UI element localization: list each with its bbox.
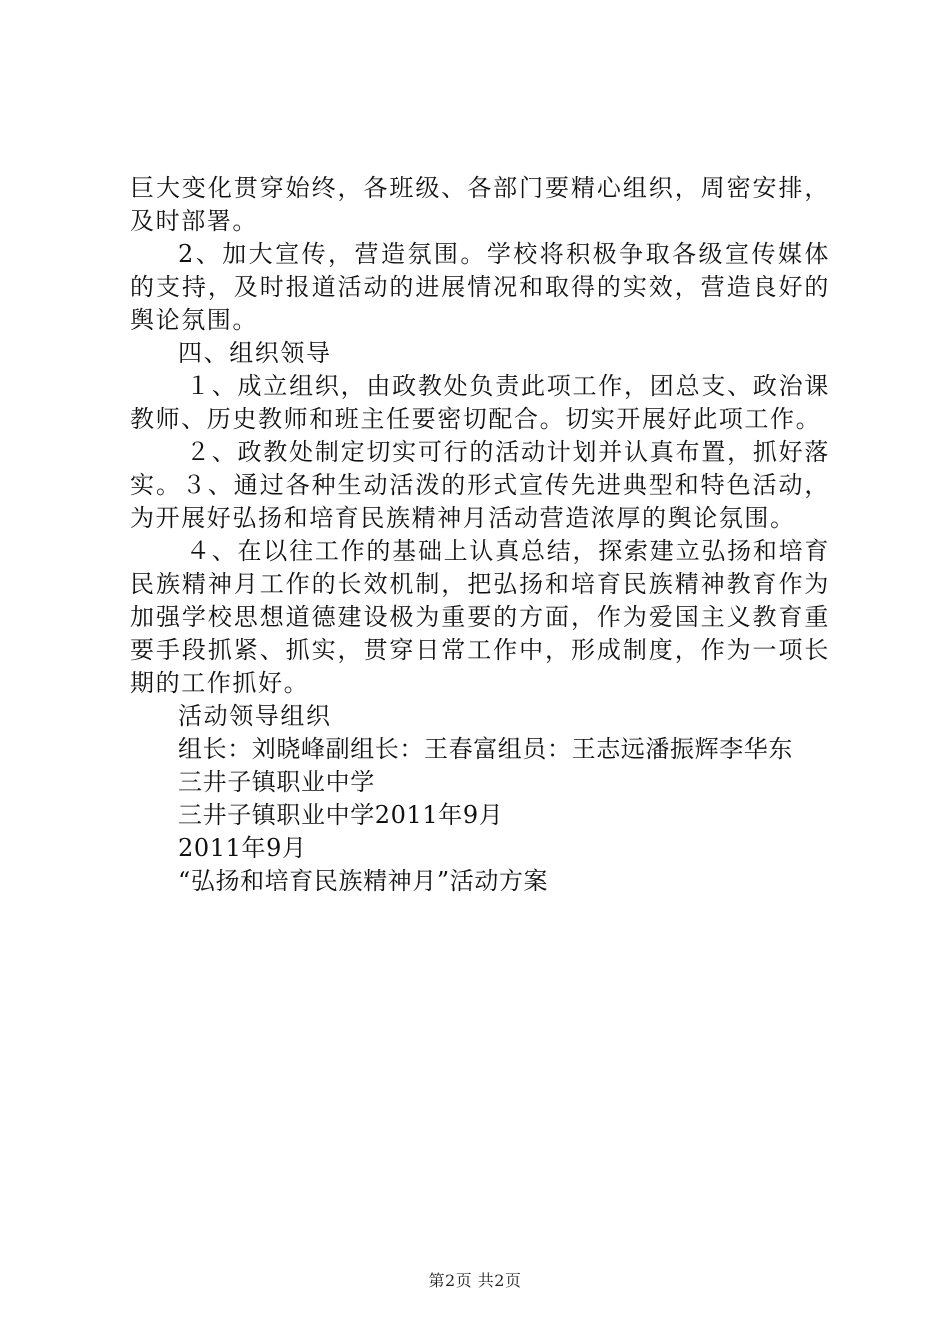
school-name: 三井子镇职业中学 xyxy=(178,768,375,796)
paragraph-item-4: ４、在以往工作的基础上认真总结，探索建立弘扬和培育民族精神月工作的长效机制，把弘扬和培育民族精神教育作为加强学校思想道德建设极为重要的方面，作为爱国主义教育重要手段抓紧、抓实，贯穿日常工作中，形成制度，作为一项长期的工作抓好。 xyxy=(130,537,830,697)
school-name-date: 三井子镇职业中学2011年9月 xyxy=(178,801,504,829)
plan-title: “弘扬和培育民族精神月”活动方案 xyxy=(178,867,549,895)
paragraph-publicity: 2、加大宣传，营造氛围。学校将积极争取各级宣传媒体的支持，及时报道活动的进展情况和取得的实效，营造良好的舆论氛围。 xyxy=(130,240,830,334)
paragraph-item-2-3: ２、政教处制定切实可行的活动计划并认真布置，抓好落实。３、通过各种生动活泼的形式宣传先进典型和特色活动，为开展好弘扬和培育民族精神月活动营造浓厚的舆论氛围。 xyxy=(130,438,830,532)
leadership-members: 组长：刘晓峰副组长：王春富组员：王志远潘振辉李华东 xyxy=(178,735,793,763)
section-heading-organization: 四、组织领导 xyxy=(178,339,332,367)
paragraph-continuation: 巨大变化贯穿始终，各班级、各部门要精心组织，周密安排，及时部署。 xyxy=(130,174,830,235)
date-line: 2011年9月 xyxy=(178,834,307,862)
document-body xyxy=(130,172,830,898)
page-number: 第2页 共2页 xyxy=(428,1271,522,1290)
leadership-heading: 活动领导组织 xyxy=(178,702,332,730)
paragraph-item-1: １、成立组织，由政教处负责此项工作，团总支、政治课教师、历史教师和班主任要密切配合。切实开展好此项工作。 xyxy=(130,372,830,433)
